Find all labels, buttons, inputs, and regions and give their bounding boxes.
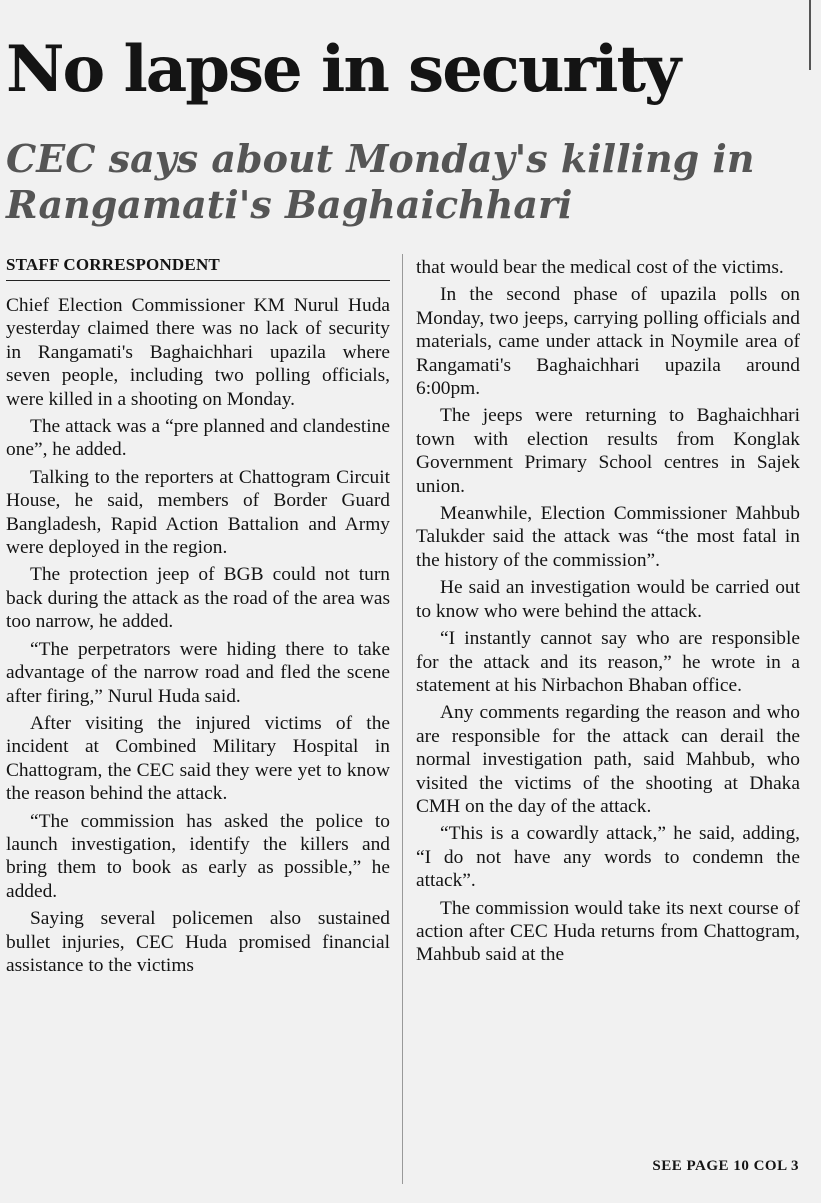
article-column-right	[416, 256, 800, 971]
paragraph: The jeeps were returning to Baghaichhari town with election results from Konglak Government Primary School centres in Sajek union.	[416, 405, 800, 497]
paragraph: He said an investigation would be carried out to know who were behind the attack.	[416, 577, 800, 622]
paragraph: Saying several policemen also sustained bullet injuries, CEC Huda promised financial assistance to the victims	[6, 908, 390, 976]
paragraph: that would bear the medical cost of the victims.	[416, 257, 784, 278]
byline: STAFF CORRESPONDENT	[6, 254, 390, 281]
paragraph: The attack was a “pre planned and clandestine one”, he added.	[6, 416, 390, 461]
page-edge-rule	[809, 0, 811, 70]
paragraph: Any comments regarding the reason and who are responsible for the attack can derail the normal investigation path, said Mahbub, who visited the victims of the shooting at Dhaka CMH on the day of the attack.	[416, 702, 800, 817]
subhead: CEC says about Monday's killing in Rangamati's Baghaichhari	[6, 136, 755, 227]
paragraph: “This is a cowardly attack,” he said, adding, “I do not have any words to condemn the attack”.	[416, 823, 800, 892]
headline: No lapse in security	[6, 32, 680, 107]
paragraph: The commission would take its next course of action after CEC Huda returns from Chattogram, Mahbub said at the	[416, 897, 800, 966]
paragraph: After visiting the injured victims of the incident at Combined Military Hospital in Chattogram, the CEC said they were yet to know the reason behind the attack.	[6, 712, 390, 805]
paragraph: In the second phase of upazila polls on Monday, two jeeps, carrying polling officials and materials, came under attack in Noymile area of Rangamati's Baghaichhari upazila around 6:00pm.	[416, 284, 800, 400]
paragraph: “The perpetrators were hiding there to take advantage of the narrow road and fled the scene after firing,” Nurul Huda said.	[6, 638, 390, 707]
paragraph: The protection jeep of BGB could not turn back during the attack as the road of the area was too narrow, he added.	[6, 564, 390, 633]
paragraph: Meanwhile, Election Commissioner Mahbub Talukder said the attack was “the most fatal in the history of the commission”.	[416, 503, 800, 571]
article-column-left	[6, 294, 390, 981]
column-divider	[402, 254, 403, 1184]
paragraph: “I instantly cannot say who are responsible for the attack and its reason,” he wrote in a statement at his Nirbachon Bhaban office.	[416, 628, 800, 696]
continued-on-page-link[interactable]: SEE PAGE 10 COL 3	[652, 1158, 799, 1174]
paragraph: “The commission has asked the police to launch investigation, identify the killers and bring them to book as early as possible,” he added.	[6, 810, 390, 902]
paragraph: Talking to the reporters at Chattogram Circuit House, he said, members of Border Guard Bangladesh, Rapid Action Battalion and Army were deployed in the region.	[6, 466, 390, 559]
paragraph: Chief Election Commissioner KM Nurul Huda yesterday claimed there was no lack of security in Rangamati's Baghaichhari upazila where seven people, including two polling officials, were killed in a shooting on Monday.	[6, 295, 390, 410]
